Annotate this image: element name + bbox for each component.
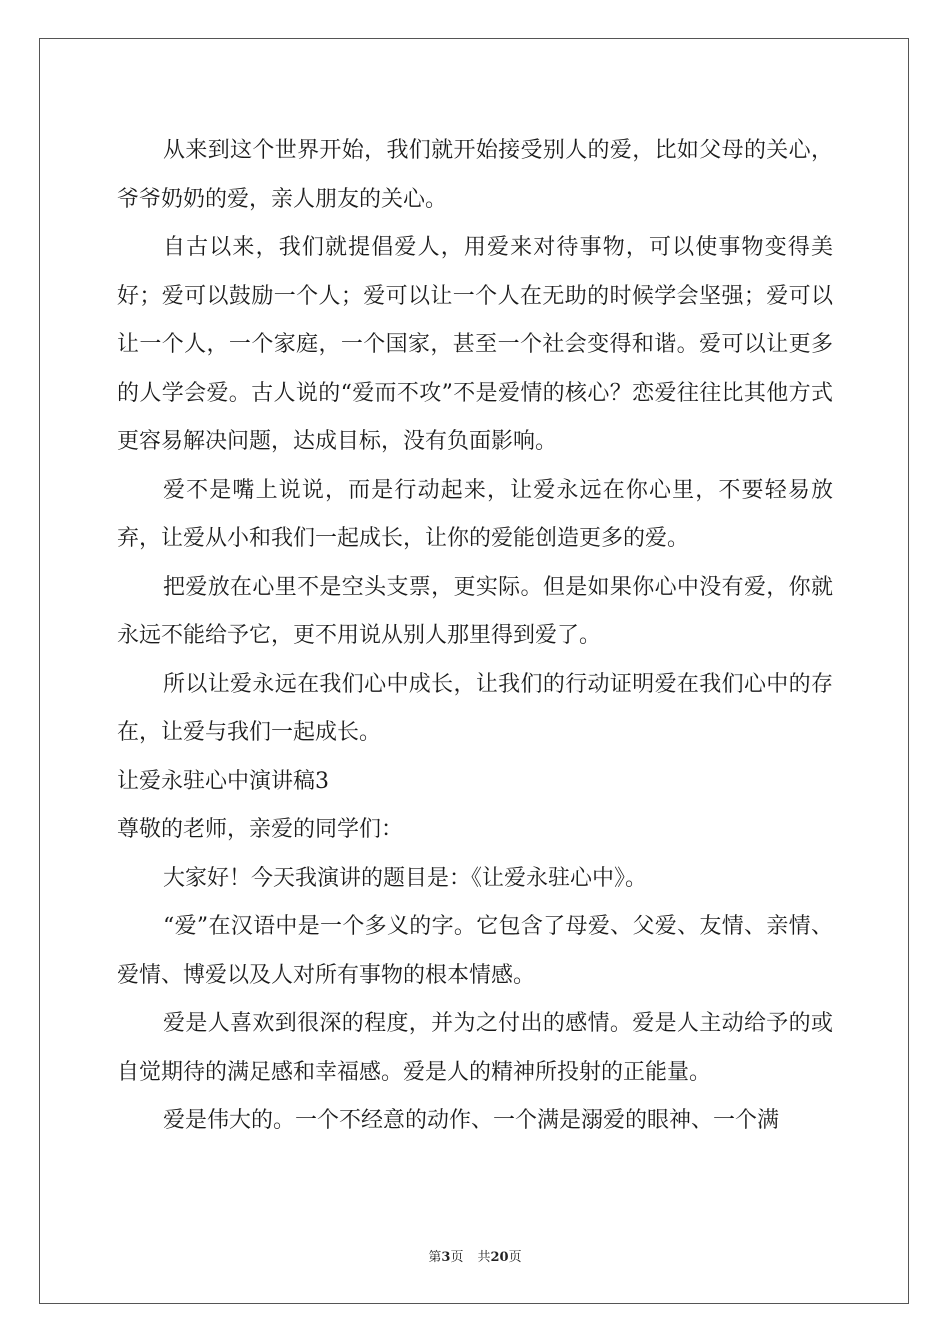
paragraph-4: 把爱放在心里不是空头支票，更实际。但是如果你心中没有爱，你就永远不能给予它，更不用说从别人那里得到爱了。 [117,574,833,648]
page-number: 3 [441,1250,451,1265]
paragraph-7: “爱”在汉语中是一个多义的字。它包含了母爱、父爱、友情、亲情、爱情、博爱以及人对所有事物的根本情感。 [117,914,833,988]
paragraph-8: 爱是人喜欢到很深的程度，并为之付出的感情。爱是人主动给予的或自觉期待的满足感和幸福感。爱是人的精神所投射的正能量。 [117,1011,833,1085]
page-suffix: 页 [450,1250,464,1265]
paragraph-9: 爱是伟大的。一个不经意的动作、一个满是溺爱的眼神、一个满 [163,1108,780,1133]
salutation: 尊敬的老师，亲爱的同学们： [117,817,404,842]
paragraph-3: 爱不是嘴上说说，而是行动起来，让爱永远在你心里，不要轻易放弃，让爱从小和我们一起成长，让你的爱能创造更多的爱。 [117,477,833,551]
paragraph-2: 自古以来，我们就提倡爱人，用爱来对待事物，可以使事物变得美好；爱可以鼓励一个人；爱可以让一个人在无助的时候学会坚强；爱可以让一个人，一个家庭，一个国家，甚至一个社会变得和谐。爱可以让更多的人学会爱。古人说的“爱而不攻”不是爱情的核心？恋爱往往比其他方式更容易解决问题，达成目标，没有负面影响。 [117,235,833,454]
paragraph-5: 所以让爱永远在我们心中成长，让我们的行动证明爱在我们心中的存在，让爱与我们一起成长。 [117,671,833,745]
page-prefix: 第 [428,1250,442,1265]
section-title: 让爱永驻心中演讲稿3 [117,768,329,794]
total-suffix: 页 [508,1250,522,1265]
document-body [117,127,833,1146]
total-pages: 20 [490,1250,509,1265]
total-prefix: 共 [477,1250,491,1265]
page-footer [0,1246,950,1265]
paragraph-1: 从来到这个世界开始，我们就开始接受别人的爱，比如父母的关心，爷爷奶奶的爱，亲人朋友的关心。 [117,138,833,212]
paragraph-greeting: 大家好！今天我演讲的题目是：《让爱永驻心中》。 [163,865,648,891]
